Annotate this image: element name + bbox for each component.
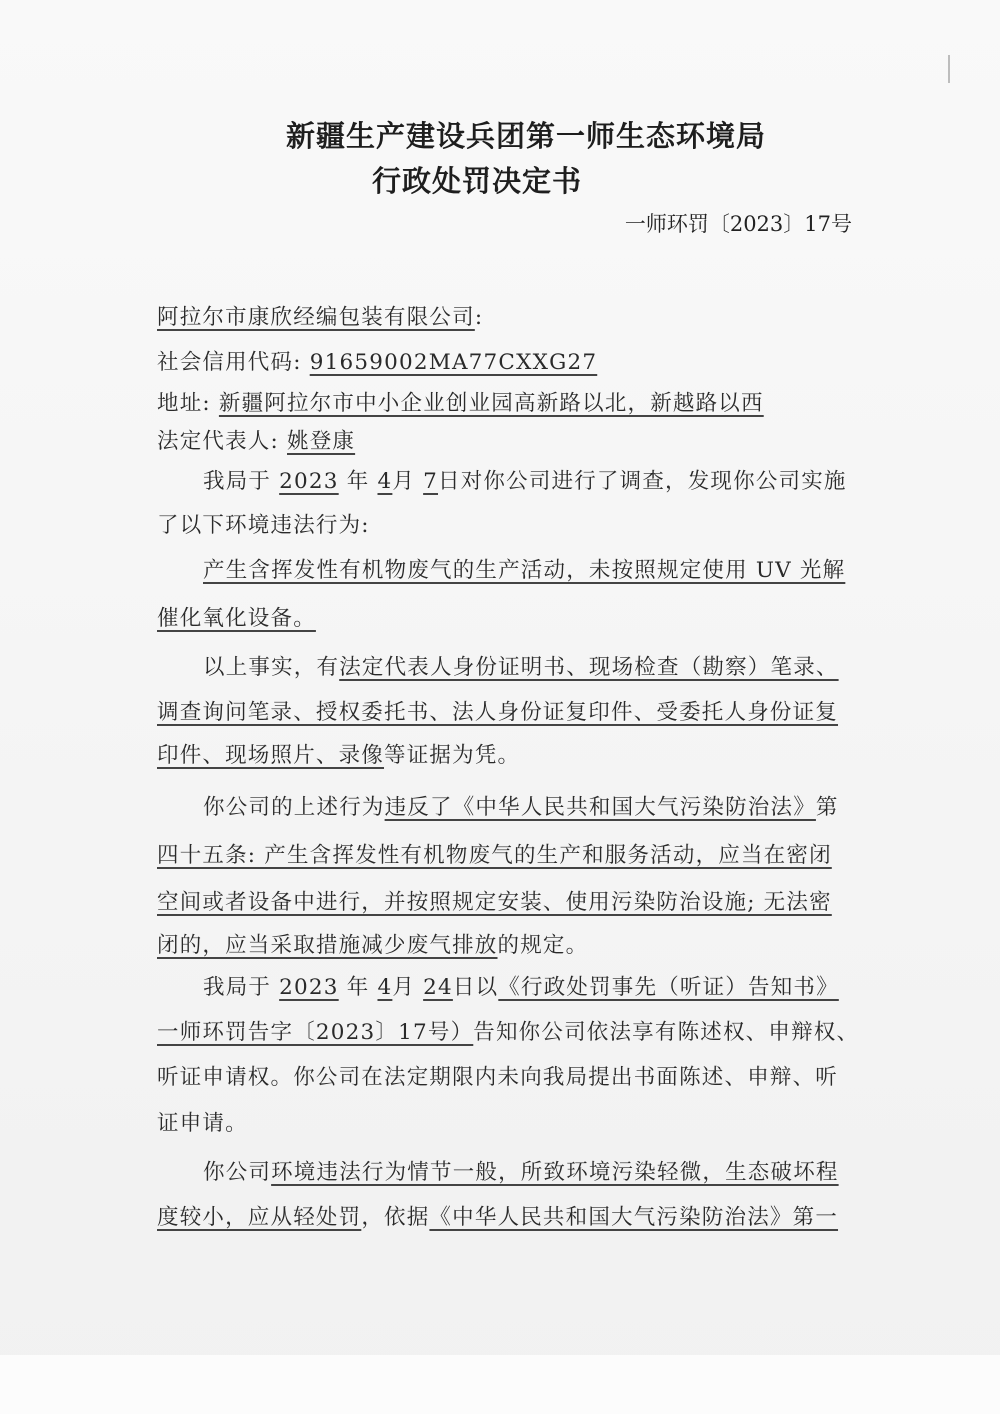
document-type-title: 行政处罚决定书 [372,164,583,198]
evidence-line-3 [157,738,857,769]
address-label: 地址: [157,391,211,416]
notice-year: 2023 [279,975,339,1000]
scan-margin [0,1355,1000,1414]
text: 月 [392,469,416,494]
notice-document-title: 《行政处罚事先（听证）告知书》 [498,975,839,1000]
notice-line-3: 听证申请权。你公司在法定期限内未向我局提出书面陈述、申辩、听 [157,1065,839,1090]
violation-text: 催化氧化设备。 [157,606,316,631]
legal-rep-value: 姚登康 [287,429,356,454]
text: 月 [392,975,416,1000]
address-line [157,386,857,417]
notice-day: 24 [423,975,453,1000]
law-citation: 空间或者设备中进行，并按照规定安装、使用污染防治设施; 无法密 [157,890,832,915]
violation-text: 产生含挥发性有机物废气的生产活动，未按照规定使用 UV 光解 [203,558,846,583]
law-line-2 [157,838,857,869]
company-name: 阿拉尔市康欣经编包装有限公司 [157,305,475,330]
mitigation-finding: 环境违法行为情节一般，所致环境污染轻微，生态破坏程 [271,1160,839,1185]
evidence-list: 调查询问笔录、授权委托书、法人身份证复印件、受委托人身份证复 [157,700,839,725]
violation-line-1 [157,553,903,584]
evidence-line-2 [157,695,857,726]
violation-line-2 [157,601,857,632]
text: 的规定。 [497,933,589,958]
text: 年 [346,469,370,494]
text: 你公司 [203,1160,272,1185]
evidence-list: 印件、现场照片、录像 [157,743,385,768]
scan-artifact-mark [948,55,950,83]
text: 日以 [452,975,499,1000]
text: 第 [815,795,839,820]
credit-code-value: 91659002MA77CXXG27 [309,350,598,375]
mitigation-line-2 [157,1200,857,1231]
credit-code-line [157,345,857,376]
investigation-day: 7 [423,469,439,494]
evidence-line-1 [157,650,903,681]
evidence-list: 法定代表人身份证明书、现场检查（勘察）笔录、 [339,655,839,680]
legal-rep-line [157,424,857,455]
legal-rep-label: 法定代表人: [157,429,279,454]
law-line-3 [157,885,857,916]
text: 告知你公司依法享有陈述权、申辩权、 [473,1020,860,1045]
mitigation-finding: 度较小，应从轻处罚 [157,1205,362,1230]
investigation-month: 4 [377,469,393,494]
law-citation: 四十五条: 产生含挥发性有机物废气的生产和服务活动，应当在密闭 [157,843,832,868]
text: ，依据 [361,1205,430,1230]
law-line-1 [157,790,903,821]
notice-document-number: 一师环罚告字〔2023〕17号） [157,1020,474,1045]
text: 年 [346,975,370,1000]
notice-line-1 [157,970,903,1001]
credit-code-label: 社会信用代码: [157,350,302,375]
text: 我局于 [203,975,272,1000]
notice-line-4: 证申请。 [157,1111,248,1136]
law-citation: 闭的，应当采取措施减少废气排放 [157,933,498,958]
text: 以上事实，有 [203,655,340,680]
investigation-line-1 [157,464,903,495]
text: 日对你公司进行了调查，发现你公司实施 [438,469,847,494]
law-line-4 [157,928,857,959]
issuing-authority-title: 新疆生产建设兵团第一师生态环境局 [286,119,767,153]
text: 等证据为凭。 [384,743,521,768]
text: 我局于 [203,469,272,494]
notice-month: 4 [377,975,393,1000]
company-colon: : [474,305,484,330]
investigation-line-2: 了以下环境违法行为: [157,513,370,538]
law-citation: 《中华人民共和国大气污染防治法》第一 [429,1205,839,1230]
investigation-year: 2023 [279,469,339,494]
document-number: 一师环罚〔2023〕17号 [624,212,852,236]
law-citation: 违反了《中华人民共和国大气污染防治法》 [384,795,816,820]
address-value: 新疆阿拉尔市中小企业创业园高新路以北，新越路以西 [218,391,764,416]
recipient-line [157,300,857,331]
text: 你公司的上述行为 [203,795,385,820]
notice-line-2 [157,1015,860,1046]
mitigation-line-1 [157,1155,903,1186]
